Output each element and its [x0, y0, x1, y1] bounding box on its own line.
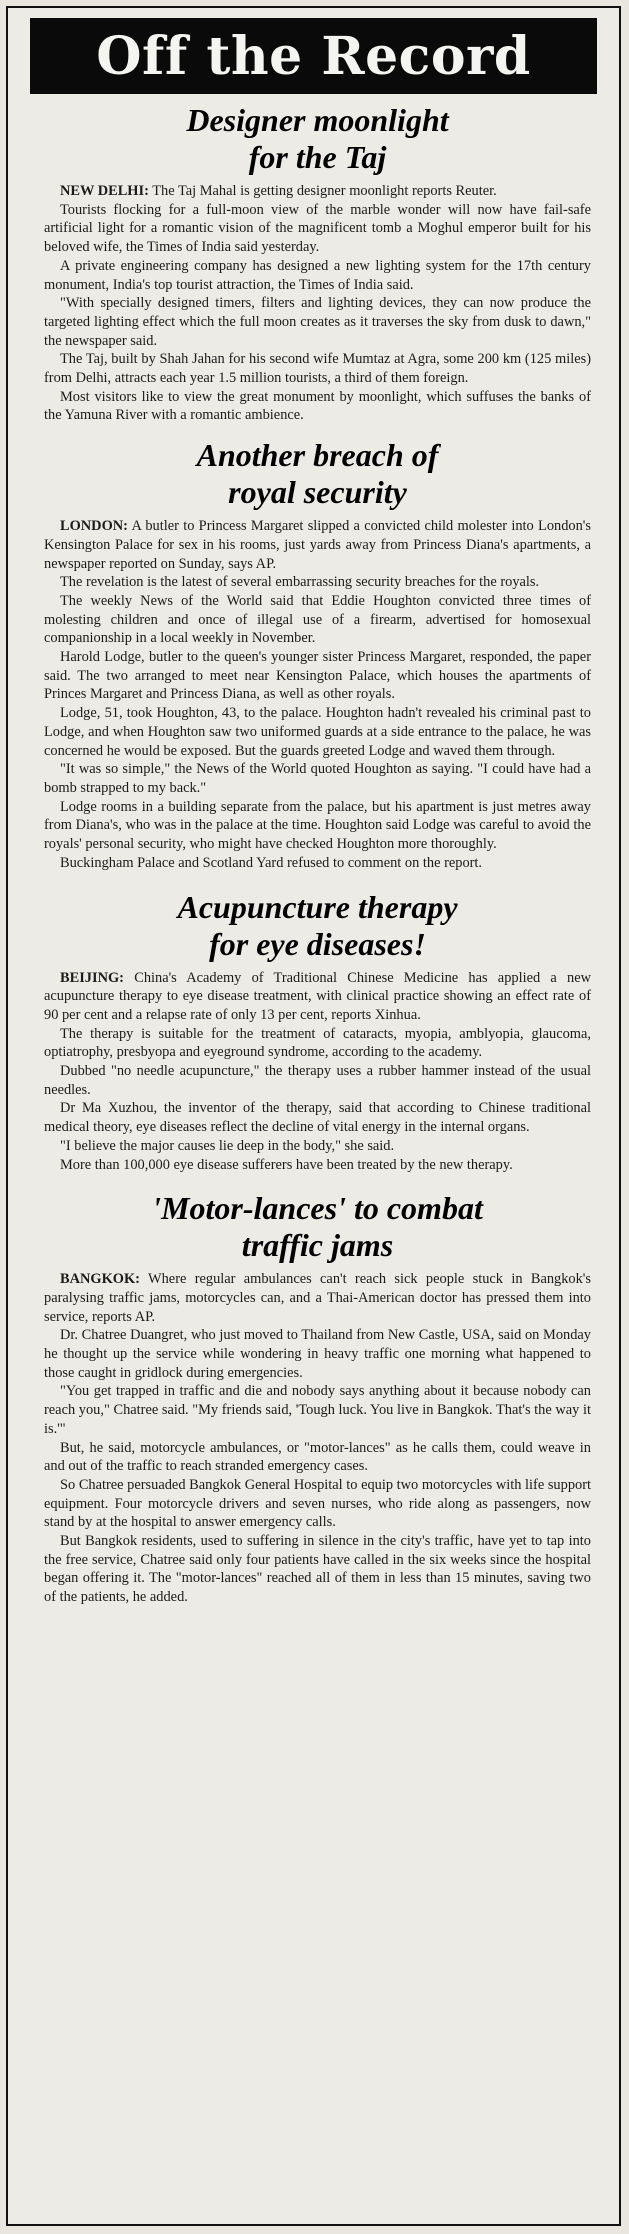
- masthead-title: Off the Record: [96, 25, 531, 87]
- article-body: [44, 1270, 591, 1607]
- headline: Designer moonlight for the Taj: [186, 102, 449, 175]
- paragraph: Lodge, 51, took Houghton, 43, to the palace. Houghton hadn't revealed his criminal past to Lodge, and when Houghton saw two uniformed guards at a side entrance to the palace, he was concerned he would be exposed. But the guards greeted Lodge and waved them through.: [44, 705, 591, 759]
- dateline: NEW DELHI:: [60, 183, 149, 199]
- paragraph: NEW DELHI: The Taj Mahal is getting designer moonlight reports Reuter.: [60, 183, 497, 199]
- paragraph: Dr Ma Xuzhou, the inventor of the therapy, said that according to Chinese traditional medical theory, eye diseases reflect the decline of vital energy in the internal organs.: [44, 1100, 591, 1136]
- paragraph: Tourists flocking for a full-moon view of the marble wonder will now have fail-safe artificial light for a romantic vision of the magnificent tomb a Moghul emperor built for his beloved wife, the Times of India said yesterday.: [44, 201, 591, 256]
- paragraph: Harold Lodge, butler to the queen's younger sister Princess Margaret, responded, the paper said. The two arranged to meet near Kensington Palace, which houses the apartments of Princes Margaret and Princess Diana, as well as other royals.: [44, 649, 591, 703]
- paragraph: The revelation is the latest of several embarrassing security breaches for the royals.: [60, 574, 540, 591]
- paragraph: But Bangkok residents, used to suffering in silence in the city's traffic, have yet to tap into the free service, Chatree said only four patients have called in the six weeks since the hospital began offering it. The "motor-lances" reached all of them in less than 15 minutes, saving two of the patients, he added.: [44, 1533, 591, 1606]
- paragraph: BEIJING: China's Academy of Traditional Chinese Medicine has applied a new acupuncture therapy to eye disease treatment, with clinical practice showing an effect rate of 90 per cent and a relapse rate of only 13 per cent, reports Xinhua.: [44, 969, 591, 1023]
- headline: Another breach of royal security: [196, 437, 439, 511]
- paragraph: The Taj, built by Shah Jahan for his second wife Mumtaz at Agra, some 200 km (125 miles) from Delhi, attracts each year 1.5 million tourists, a third of them foreign.: [44, 351, 591, 387]
- article-royal-security: [8, 437, 619, 872]
- dateline: BEIJING:: [60, 969, 124, 986]
- headline: 'Motor-lances' to combat traffic jams: [152, 1190, 483, 1264]
- paragraph: BANGKOK: Where regular ambulances can't reach sick people stuck in Bangkok's paralysing traffic jams, motorcycles can, and a Thai-American doctor has pressed them into service, reports AP.: [44, 1271, 591, 1325]
- paragraph: So Chatree persuaded Bangkok General Hospital to equip two motorcycles with life support equipment. Four motorcycle drivers and seven nurses, who ride along as passengers, now stand by at the hospital to answer emergency calls.: [44, 1476, 591, 1531]
- paragraph: A private engineering company has designed a new lighting system for the 17th century monument, India's top tourist attraction, the Times of India said.: [44, 257, 591, 293]
- newspaper-column: [6, 6, 621, 2226]
- article-body: [44, 969, 591, 1175]
- paragraph: Buckingham Palace and Scotland Yard refused to comment on the report.: [60, 854, 483, 871]
- paragraph: "You get trapped in traffic and die and nobody says anything about it because nobody can reach you," Chatree said. "My friends said, 'Tough luck. You live in Bangkok. That's the way it is.'": [44, 1383, 591, 1437]
- masthead: [30, 18, 597, 94]
- article-acupuncture: [8, 889, 619, 1175]
- paragraph: More than 100,000 eye disease sufferers have been treated by the new therapy.: [60, 1156, 513, 1173]
- dateline: LONDON:: [60, 518, 128, 535]
- article-body: [44, 517, 591, 872]
- paragraph: Dr. Chatree Duangret, who just moved to Thailand from New Castle, USA, said on Monday he thought up the service while wondering in heavy traffic one morning what happened to those caught in gridlock during emergencies.: [44, 1327, 591, 1381]
- paragraph: "With specially designed timers, filters and lighting devices, they can now produce the targeted lighting effect which the full moon creates as it traverses the sky from dusk to dawn," the newspaper said.: [44, 295, 591, 349]
- paragraph: LONDON: A butler to Princess Margaret slipped a convicted child molester into London's Kensington Palace for sex in his rooms, just yards away from Princess Diana's apartments, a newspaper reported on Sunday, says AP.: [44, 518, 591, 572]
- headline: Acupuncture therapy for eye diseases!: [177, 888, 458, 962]
- paragraph: The therapy is suitable for the treatment of cataracts, myopia, amblyopia, glaucoma, optiatrophy, presbyopa and eyeground syndrome, according to the academy.: [44, 1025, 591, 1061]
- paragraph: "It was so simple," the News of the World quoted Houghton as saying. "I could have had a bomb strapped to my back.": [44, 761, 591, 796]
- article-body: [44, 182, 591, 425]
- paragraph: Most visitors like to view the great monument by moonlight, which suffuses the banks of the Yamuna River with a romantic ambience.: [44, 388, 591, 424]
- dateline: BANGKOK:: [60, 1271, 140, 1288]
- paragraph: Lodge rooms in a building separate from the palace, but his apartment is just metres away from Diana's, who was in the palace at the time. Houghton said Lodge was careful to avoid the royals' personal security, who might have checked Houghton more thoroughly.: [44, 798, 591, 853]
- paragraph: But, he said, motorcycle ambulances, or "motor-lances" as he calls them, could weave in and out of the traffic to reach stranded emergency cases.: [44, 1439, 591, 1475]
- paragraph: "I believe the major causes lie deep in the body," she said.: [60, 1137, 395, 1154]
- paragraph: The weekly News of the World said that Eddie Houghton convicted three times of molesting children and once of illegal use of a firearm, advertised for homosexual companionship in a local weekly in November.: [44, 592, 591, 647]
- paragraph: Dubbed "no needle acupuncture," the therapy uses a rubber hammer instead of the usual needles.: [44, 1063, 591, 1098]
- article-motor-lances: [8, 1190, 619, 1607]
- article-taj: [8, 102, 619, 425]
